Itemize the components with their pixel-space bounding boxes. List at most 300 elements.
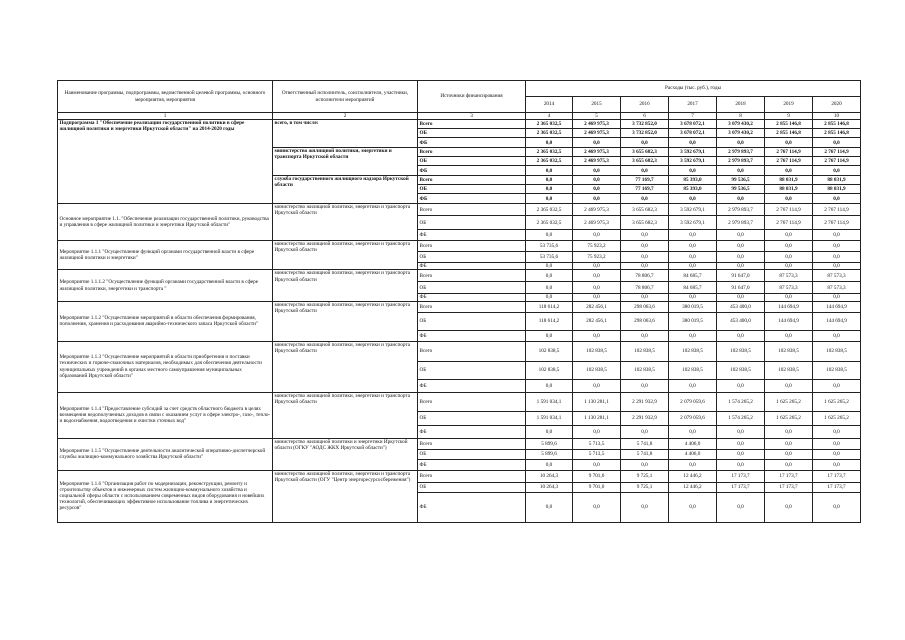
expense-value: 0,0 [765, 379, 813, 392]
expense-value: 3 592 679,1 [669, 157, 717, 166]
expense-value: 144 694,9 [765, 312, 813, 330]
expense-value: 0,0 [669, 294, 717, 301]
expense-value: 0,0 [717, 379, 765, 392]
expense-value: 84 685,7 [669, 270, 717, 282]
expense-value: 78 806,7 [621, 270, 669, 282]
header-year: 2017 [669, 97, 717, 113]
expense-value: 2 979 893,7 [717, 148, 765, 157]
expense-value: 3 655 682,3 [621, 157, 669, 166]
expense-value: 5 741,8 [621, 438, 669, 449]
expense-value: 2 079 059,6 [669, 411, 717, 425]
expense-value: 102 838,5 [621, 341, 669, 361]
expense-value: 3 655 682,3 [621, 204, 669, 216]
expense-value: 0,0 [573, 176, 621, 185]
budget-table [57, 80, 861, 523]
funding-source: Всего [418, 148, 526, 157]
funding-source: ФБ [418, 330, 526, 341]
expense-value: 2 291 932,9 [621, 392, 669, 411]
expense-value: 0,0 [573, 282, 621, 294]
funding-source: ФБ [418, 166, 526, 176]
expense-value: 118 614,2 [526, 312, 573, 330]
funding-source: ОБ [418, 312, 526, 330]
expense-value: 5 899,6 [526, 438, 573, 449]
expense-value: 0,0 [765, 425, 813, 438]
expense-value: 17 173,7 [765, 470, 813, 482]
funding-source: ОБ [418, 361, 526, 379]
expense-value: 0,0 [526, 194, 573, 204]
expense-value: 102 838,5 [717, 341, 765, 361]
expense-value: 102 838,5 [573, 361, 621, 379]
responsible-executor: министерство жилищной политики, энергетики и транспорта Иркутской области [273, 204, 418, 241]
expense-value: 0,0 [526, 166, 573, 176]
expense-value: 91 647,0 [717, 270, 765, 282]
funding-source: ОБ [418, 157, 526, 166]
program-name: Мероприятие 1.1.5 "Осуществление деятельности аналитической оперативно-диспетчерской службы жилищно-коммунального хозяйства Иркутской области" [58, 438, 273, 470]
funding-source: ФБ [418, 138, 526, 148]
expense-value: 0,0 [669, 492, 717, 522]
expense-value: 0,0 [765, 294, 813, 301]
expense-value: 2 365 032,5 [526, 216, 573, 230]
expense-value: 3 732 852,0 [621, 120, 669, 129]
expense-value: 0,0 [526, 459, 573, 470]
expense-value: 0,0 [669, 241, 717, 252]
funding-source: ФБ [418, 263, 526, 270]
column-number: 4 [526, 113, 573, 120]
expense-value: 2 767 114,9 [765, 148, 813, 157]
expense-value: 0,0 [717, 194, 765, 204]
expense-value: 0,0 [526, 230, 573, 241]
expense-value: 0,0 [765, 449, 813, 459]
expense-value: 0,0 [813, 194, 861, 204]
expense-value: 0,0 [669, 330, 717, 341]
expense-value: 0,0 [717, 425, 765, 438]
expense-value: 0,0 [765, 194, 813, 204]
program-name: Мероприятие 1.1.6 "Организация работ по модернизации, реконструкции, ремонту и строительству объектов и инженерных систем жилищно-коммунального хозяйства и социальной сферы области с использованием современных видов оборудования и новейших технологий, обеспечивающих эффективное использование топлива и энергетических ресурсов" [58, 470, 273, 522]
program-name: Мероприятие 1.1.4 "Предоставление субсидий за счет средств областного бюджета в целях возмещения недополученных доходов в связи с оказанием услуг в сфере электро-, газо-, тепло- и водоснабжения, водоотведения и очистки сточных вод" [58, 392, 273, 438]
expense-value: 380 019,5 [669, 301, 717, 312]
funding-source: ФБ [418, 459, 526, 470]
expense-value: 88 031,9 [813, 176, 861, 185]
expense-value: 87 573,3 [765, 282, 813, 294]
expense-value: 87 573,3 [813, 270, 861, 282]
expense-value: 144 694,9 [813, 301, 861, 312]
expense-value: 102 838,5 [765, 341, 813, 361]
funding-source: ФБ [418, 194, 526, 204]
expense-value: 0,0 [669, 166, 717, 176]
expense-value: 0,0 [717, 166, 765, 176]
expense-value: 144 694,9 [813, 312, 861, 330]
expense-value: 3 079 430,2 [717, 129, 765, 138]
funding-source: Всего [418, 438, 526, 449]
column-number: 2 [273, 113, 418, 120]
expense-value: 102 838,5 [669, 341, 717, 361]
header-year: 2018 [717, 97, 765, 113]
header-year: 2019 [765, 97, 813, 113]
expense-value: 0,0 [813, 492, 861, 522]
funding-source: ФБ [418, 492, 526, 522]
expense-value: 1 625 265,2 [765, 392, 813, 411]
expense-value: 0,0 [621, 379, 669, 392]
expense-value: 10 264,3 [526, 470, 573, 482]
expense-value: 0,0 [573, 459, 621, 470]
expense-value: 17 173,7 [717, 482, 765, 492]
expense-value: 3 655 682,3 [621, 148, 669, 157]
expense-value: 0,0 [813, 330, 861, 341]
expense-value: 0,0 [621, 241, 669, 252]
expense-value: 0,0 [813, 425, 861, 438]
expense-value: 1 625 265,2 [765, 411, 813, 425]
expense-value: 2 469 975,3 [573, 216, 621, 230]
expense-value: 0,0 [573, 263, 621, 270]
expense-value: 99 536,5 [717, 176, 765, 185]
expense-value: 0,0 [526, 176, 573, 185]
expense-value: 3 079 430,2 [717, 120, 765, 129]
funding-source: Всего [418, 176, 526, 185]
expense-value: 0,0 [813, 379, 861, 392]
expense-value: 0,0 [573, 425, 621, 438]
expense-value: 282 456,1 [573, 312, 621, 330]
expense-value: 0,0 [717, 330, 765, 341]
expense-value: 77 169,7 [621, 185, 669, 194]
expense-value: 0,0 [717, 294, 765, 301]
responsible-executor: служба государственного жилищного надзора Иркутской области [273, 176, 418, 204]
column-number: 5 [573, 113, 621, 120]
expense-value: 2 767 114,9 [813, 157, 861, 166]
expense-value: 88 031,9 [765, 176, 813, 185]
header-year: 2020 [813, 97, 861, 113]
expense-value: 0,0 [669, 425, 717, 438]
expense-value: 0,0 [765, 263, 813, 270]
expense-value: 5 713,5 [573, 438, 621, 449]
expense-value: 0,0 [813, 138, 861, 148]
expense-value: 0,0 [573, 492, 621, 522]
funding-source: ФБ [418, 294, 526, 301]
expense-value: 0,0 [717, 459, 765, 470]
expense-value: 0,0 [526, 263, 573, 270]
expense-value: 0,0 [669, 138, 717, 148]
expense-value: 298 063,6 [621, 301, 669, 312]
funding-source: ОБ [418, 482, 526, 492]
expense-value: 85 393,0 [669, 185, 717, 194]
responsible-executor: министерство жилищной политики, энергетики и транспорта Иркутской области [273, 241, 418, 270]
expense-value: 0,0 [526, 282, 573, 294]
expense-value: 84 685,7 [669, 282, 717, 294]
expense-value: 0,0 [717, 263, 765, 270]
expense-value: 0,0 [621, 294, 669, 301]
expense-value: 3 592 679,1 [669, 148, 717, 157]
expense-value: 0,0 [765, 459, 813, 470]
funding-source: ФБ [418, 425, 526, 438]
expense-value: 0,0 [669, 252, 717, 263]
column-number: 8 [717, 113, 765, 120]
header-responsible: Ответственный исполнитель, соисполнители, участники, исполнители мероприятий [273, 81, 418, 113]
column-number: 1 [58, 113, 273, 120]
expense-value: 2 979 893,7 [717, 216, 765, 230]
expense-value: 3 732 852,0 [621, 129, 669, 138]
expense-value: 77 169,7 [621, 176, 669, 185]
expense-value: 2 365 032,5 [526, 148, 573, 157]
expense-value: 0,0 [717, 449, 765, 459]
expense-value: 1 591 034,1 [526, 392, 573, 411]
expense-value: 0,0 [573, 230, 621, 241]
expense-value: 0,0 [765, 438, 813, 449]
expense-value: 3 678 072,1 [669, 129, 717, 138]
expense-value: 2 767 114,9 [813, 148, 861, 157]
expense-value: 102 838,5 [813, 341, 861, 361]
column-number: 7 [669, 113, 717, 120]
table-row [58, 270, 861, 282]
expense-value: 53 735,6 [526, 241, 573, 252]
expense-value: 0,0 [765, 492, 813, 522]
expense-value: 91 647,0 [717, 282, 765, 294]
funding-source: Всего [418, 301, 526, 312]
table-row [58, 341, 861, 361]
expense-value: 0,0 [526, 492, 573, 522]
expense-value: 0,0 [765, 252, 813, 263]
table-row [58, 470, 861, 482]
header-program: Наименование программы, подпрограммы, ведомственной целевой программы, основного мероприятия, мероприятия [58, 81, 273, 113]
responsible-executor: министерство жилищной политики, энергетики и транспорта Иркутской области [273, 270, 418, 301]
expense-value: 2 855 146,8 [813, 129, 861, 138]
funding-source: ФБ [418, 379, 526, 392]
expense-value: 5 741,8 [621, 449, 669, 459]
expense-value: 3 655 682,3 [621, 216, 669, 230]
expense-value: 9 701,0 [573, 470, 621, 482]
table-row [58, 120, 861, 129]
expense-value: 102 838,5 [717, 361, 765, 379]
funding-source: ОБ [418, 411, 526, 425]
expense-value: 10 264,3 [526, 482, 573, 492]
funding-source: Всего [418, 120, 526, 129]
expense-value: 2 979 893,7 [717, 157, 765, 166]
budget-sheet [57, 80, 860, 523]
expense-value: 2 855 146,8 [813, 120, 861, 129]
expense-value: 0,0 [573, 270, 621, 282]
expense-value: 0,0 [813, 252, 861, 263]
expense-value: 12 446,2 [669, 470, 717, 482]
expense-value: 0,0 [621, 194, 669, 204]
funding-source: ФБ [418, 230, 526, 241]
funding-source: Всего [418, 241, 526, 252]
table-row [58, 392, 861, 411]
header-source: Источники финансирования [418, 81, 526, 113]
expense-value: 2 767 114,9 [813, 204, 861, 216]
expense-value: 0,0 [765, 138, 813, 148]
expense-value: 87 573,3 [765, 270, 813, 282]
column-number: 9 [765, 113, 813, 120]
expense-value: 17 173,7 [813, 482, 861, 492]
expense-value: 88 031,9 [813, 185, 861, 194]
expense-value: 0,0 [669, 194, 717, 204]
expense-value: 0,0 [717, 230, 765, 241]
funding-source: Всего [418, 204, 526, 216]
expense-value: 0,0 [669, 459, 717, 470]
expense-value: 9 701,0 [573, 482, 621, 492]
funding-source: ОБ [418, 185, 526, 194]
expense-value: 0,0 [621, 263, 669, 270]
expense-value: 53 735,6 [526, 252, 573, 263]
expense-value: 2 469 975,3 [573, 129, 621, 138]
expense-value: 17 173,7 [813, 470, 861, 482]
expense-value: 4 406,0 [669, 438, 717, 449]
funding-source: Всего [418, 470, 526, 482]
expense-value: 2 469 975,3 [573, 120, 621, 129]
expense-value: 0,0 [621, 330, 669, 341]
expense-value: 0,0 [717, 241, 765, 252]
expense-value: 0,0 [717, 138, 765, 148]
expense-value: 5 899,6 [526, 449, 573, 459]
program-name: Мероприятие 1.1.1.2 "Осуществление функций органами государственной власти в сфере жилищной политики, энергетики и транспорта " [58, 270, 273, 301]
column-number: 6 [621, 113, 669, 120]
funding-source: ОБ [418, 252, 526, 263]
expense-value: 0,0 [669, 379, 717, 392]
expense-value: 0,0 [526, 185, 573, 194]
expense-value: 102 838,5 [526, 361, 573, 379]
expense-value: 118 614,2 [526, 301, 573, 312]
expense-value: 453 400,0 [717, 301, 765, 312]
funding-source: ОБ [418, 449, 526, 459]
expense-value: 1 625 265,2 [813, 392, 861, 411]
header-year: 2014 [526, 97, 573, 113]
column-number: 3 [418, 113, 526, 120]
table-row [58, 241, 861, 252]
expense-value: 0,0 [717, 492, 765, 522]
responsible-executor: министерство жилищной политики и энергетики Иркутской области (ОГКУ "АОДС ЖКХ Иркутской области") [273, 438, 418, 470]
expense-value: 102 838,5 [573, 341, 621, 361]
expense-value: 102 838,5 [813, 361, 861, 379]
responsible-executor: министерство жилищной политики, энергетики и транспорта Иркутской области [273, 341, 418, 392]
expense-value: 2 365 032,5 [526, 120, 573, 129]
expense-value: 0,0 [526, 138, 573, 148]
expense-value: 17 173,7 [765, 482, 813, 492]
funding-source: Всего [418, 270, 526, 282]
expense-value: 0,0 [765, 166, 813, 176]
expense-value: 0,0 [717, 252, 765, 263]
expense-value: 99 536,5 [717, 185, 765, 194]
expense-value: 3 678 072,1 [669, 120, 717, 129]
expense-value: 0,0 [573, 294, 621, 301]
expense-value: 5 713,5 [573, 449, 621, 459]
program-name: Мероприятие 1.1.3 "Осуществление мероприятий в области приобретения и поставки технических и горюче-смазочных материалов, необходимых для обеспечения деятельности муниципальных учреждений в органах местного самоуправления муниципальных образований Иркутской области" [58, 341, 273, 392]
responsible-executor: министерство жилищной политики, энергетики и транспорта Иркутской области [273, 392, 418, 438]
expense-value: 0,0 [621, 459, 669, 470]
expense-value: 1 625 265,2 [813, 411, 861, 425]
expense-value: 75 923,2 [573, 241, 621, 252]
expense-value: 0,0 [573, 379, 621, 392]
expense-value: 2 767 114,9 [765, 216, 813, 230]
expense-value: 0,0 [621, 230, 669, 241]
expense-value: 2 855 146,8 [765, 129, 813, 138]
expense-value: 102 838,5 [526, 341, 573, 361]
responsible-executor: министерство жилищной политики, энергетики и транспорта Иркутской области [273, 301, 418, 341]
expense-value: 78 806,7 [621, 282, 669, 294]
expense-value: 102 838,5 [669, 361, 717, 379]
expense-value: 2 365 032,5 [526, 129, 573, 138]
expense-value: 2 291 932,9 [621, 411, 669, 425]
expense-value: 2 469 975,3 [573, 148, 621, 157]
expense-value: 3 592 679,1 [669, 204, 717, 216]
expense-value: 0,0 [813, 438, 861, 449]
table-row [58, 301, 861, 312]
header-year: 2015 [573, 97, 621, 113]
expense-value: 0,0 [669, 230, 717, 241]
expense-value: 0,0 [573, 185, 621, 194]
expense-value: 0,0 [813, 166, 861, 176]
expense-value: 0,0 [717, 438, 765, 449]
expense-value: 0,0 [526, 330, 573, 341]
expense-value: 0,0 [813, 241, 861, 252]
expense-value: 0,0 [573, 138, 621, 148]
program-name: Основное мероприятие 1.1. "Обеспечение реализации государственной политики, руководства и управления в сфере жилищной политики и энергетики Иркутской области" [58, 204, 273, 241]
expense-value: 1 574 265,2 [717, 411, 765, 425]
expense-value: 17 173,7 [717, 470, 765, 482]
expense-value: 453 400,0 [717, 312, 765, 330]
expense-value: 2 767 114,9 [765, 157, 813, 166]
responsible-executor: всего, в том числе: [273, 120, 418, 148]
expense-value: 0,0 [621, 425, 669, 438]
header-expenses: Расходы (тыс. руб.), годы [526, 81, 861, 97]
expense-value: 9 725,1 [621, 482, 669, 492]
expense-value: 3 592 679,1 [669, 216, 717, 230]
expense-value: 102 838,5 [765, 361, 813, 379]
program-name: Подпрограмма 1 "Обеспечение реализации государственной политики в сфере жилищной политики и энергетики Иркутской области" на 2014-2020 годы [58, 120, 273, 204]
expense-value: 12 446,2 [669, 482, 717, 492]
funding-source: ОБ [418, 129, 526, 138]
expense-value: 0,0 [669, 263, 717, 270]
funding-source: Всего [418, 392, 526, 411]
program-name: Мероприятие 1.1.1 "Осуществление функций органами государственной власти в сфере жилищной политики и энергетики" [58, 241, 273, 270]
expense-value: 2 365 032,5 [526, 157, 573, 166]
expense-value: 102 838,5 [621, 361, 669, 379]
expense-value: 0,0 [813, 459, 861, 470]
funding-source: ОБ [418, 282, 526, 294]
expense-value: 0,0 [813, 230, 861, 241]
expense-value: 0,0 [813, 449, 861, 459]
expense-value: 2 855 146,8 [765, 120, 813, 129]
expense-value: 85 393,0 [669, 176, 717, 185]
table-row [58, 204, 861, 216]
expense-value: 0,0 [526, 379, 573, 392]
expense-value: 2 767 114,9 [765, 204, 813, 216]
expense-value: 1 130 281,1 [573, 392, 621, 411]
table-row [58, 438, 861, 449]
expense-value: 2 469 975,3 [573, 204, 621, 216]
expense-value: 380 019,5 [669, 312, 717, 330]
expense-value: 0,0 [526, 270, 573, 282]
column-number: 10 [813, 113, 861, 120]
funding-source: Всего [418, 341, 526, 361]
expense-value: 4 406,0 [669, 449, 717, 459]
expense-value: 0,0 [621, 138, 669, 148]
expense-value: 0,0 [765, 230, 813, 241]
expense-value: 1 591 034,1 [526, 411, 573, 425]
expense-value: 0,0 [765, 330, 813, 341]
expense-value: 2 469 975,3 [573, 157, 621, 166]
expense-value: 1 130 281,1 [573, 411, 621, 425]
expense-value: 88 031,9 [765, 185, 813, 194]
expense-value: 282 456,1 [573, 301, 621, 312]
header-year: 2016 [621, 97, 669, 113]
expense-value: 87 573,3 [813, 282, 861, 294]
expense-value: 0,0 [813, 263, 861, 270]
expense-value: 9 725,1 [621, 470, 669, 482]
expense-value: 144 694,9 [765, 301, 813, 312]
expense-value: 2 767 114,9 [813, 216, 861, 230]
expense-value: 0,0 [573, 330, 621, 341]
responsible-executor: министерство жилищной политики, энергетики и транспорта Иркутской области (ОГУ "Центр энергоресурсосбережения") [273, 470, 418, 522]
expense-value: 0,0 [621, 166, 669, 176]
funding-source: ОБ [418, 216, 526, 230]
